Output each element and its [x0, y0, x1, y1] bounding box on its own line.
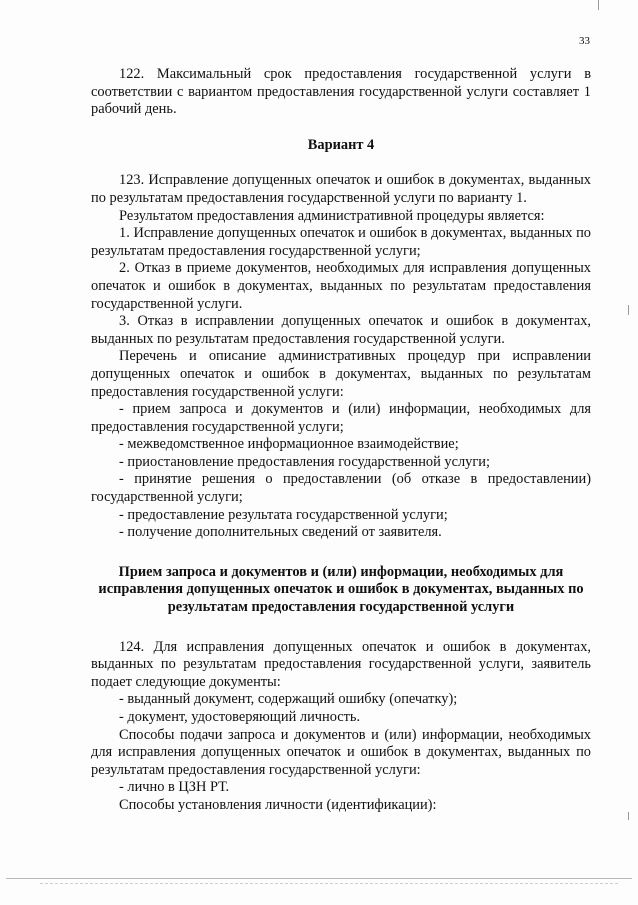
- paragraph: - приостановление предоставления государственной услуги;: [119, 453, 490, 470]
- spacer: [91, 617, 591, 639]
- paragraph: - документ, удостоверяющий личность.: [119, 709, 361, 725]
- scan-artifact-top: [598, 0, 599, 10]
- section-heading: Вариант 4: [307, 136, 375, 153]
- paragraph: - межведомственное информационное взаимодействие;: [119, 436, 459, 453]
- scan-artifact-right-lower: [628, 812, 629, 820]
- paragraph: - принятие решения о предоставлении (об отказе в предоставлении) государственной услуги;: [91, 471, 591, 506]
- document-body: [91, 66, 591, 815]
- paragraph: - выданный документ, содержащий ошибку (опечатку);: [119, 691, 458, 708]
- paragraph: 122. Максимальный срок предоставления государственной услуги в соответствии с вариантом предоставления государственной услуги составляет 1 рабочий день.: [91, 66, 591, 118]
- paragraph: - предоставление результата государственной услуги;: [119, 506, 448, 523]
- paragraph: - лично в ЦЗН РТ.: [119, 779, 230, 796]
- paragraph: 1. Исправление допущенных опечаток и ошибок в документах, выданных по результатам предоставления государственной услуги;: [91, 225, 591, 259]
- paragraph: Способы установления личности (идентификации):: [119, 796, 437, 813]
- section-heading: Прием запроса и документов и (или) информации, необходимых для исправления допущенных опечаток и ошибок в документах, выданных по результатам предоставления государственной услуги: [98, 563, 584, 616]
- scan-artifact-right: [628, 305, 629, 315]
- page-number: 33: [579, 35, 590, 47]
- paragraph: - прием запроса и документов и (или) информации, необходимых для предоставления государственной услуги;: [91, 401, 591, 435]
- spacer: [91, 542, 591, 564]
- paragraph: - получение дополнительных сведений от заявителя.: [119, 524, 442, 541]
- scan-edge-line-secondary: [40, 883, 618, 884]
- spacer: [91, 154, 591, 172]
- paragraph: Перечень и описание административных процедур при исправлении допущенных опечаток и ошибок в документах, выданных по результатам предоставления государственной услуги:: [91, 348, 591, 400]
- paragraph: 123. Исправление допущенных опечаток и ошибок в документах, выданных по результатам предоставления государственной услуги по варианту 1.: [91, 172, 591, 206]
- paragraph: Способы подачи запроса и документов и (или) информации, необходимых для исправления допущенных опечаток и ошибок в документах, выданных по результатам предоставления государственной услуги:: [91, 726, 591, 778]
- spacer: [91, 119, 591, 137]
- paragraph: Результатом предоставления административной процедуры является:: [119, 207, 545, 224]
- paragraph: 124. Для исправления допущенных опечаток и ошибок в документах, выданных по результатам предоставления государственной услуги, заявитель подает следующие документы:: [91, 638, 591, 690]
- paragraph: 2. Отказ в приеме документов, необходимых для исправления допущенных опечаток и ошибок в документах, выданных по результатам предоставления государственной услуги.: [91, 260, 591, 312]
- paragraph: 3. Отказ в исправлении допущенных опечаток и ошибок в документах, выданных по результатам предоставления государственной услуги.: [91, 313, 591, 347]
- scan-edge-line: [6, 878, 632, 879]
